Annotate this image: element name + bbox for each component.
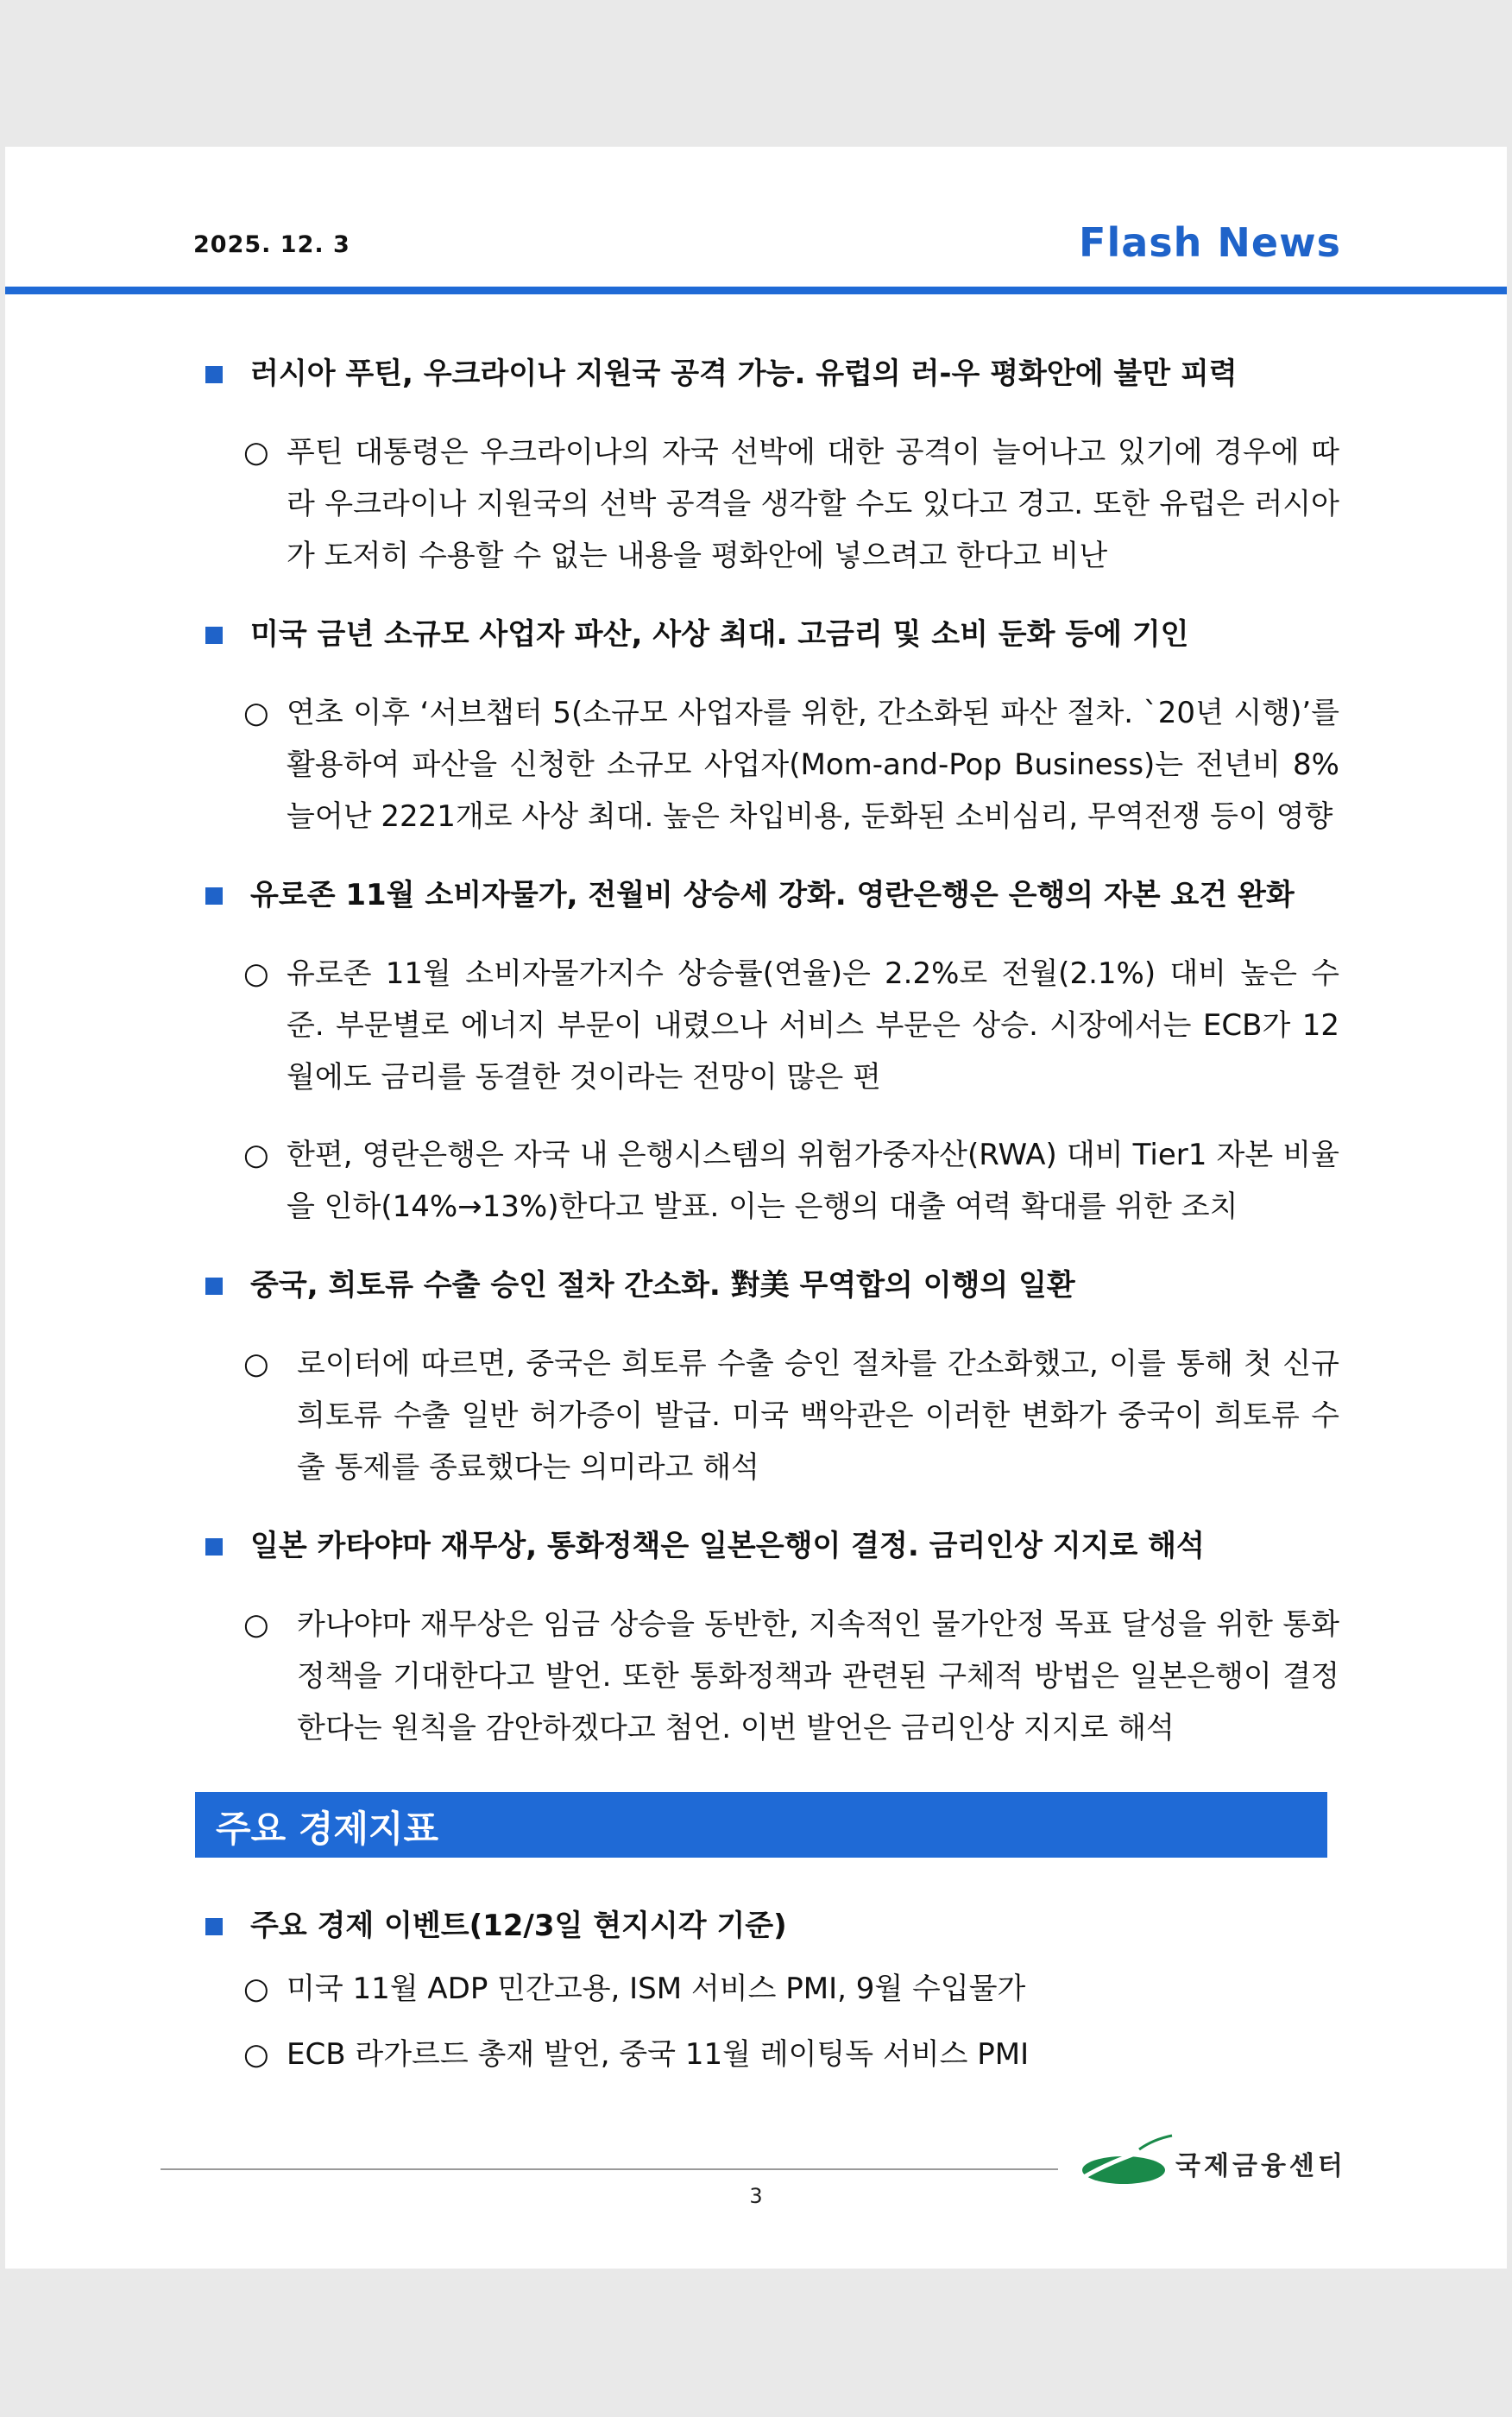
section-bullet-icon <box>205 1278 223 1295</box>
news-paragraph <box>243 948 1339 1103</box>
section-bullet-icon <box>205 627 223 644</box>
section-bullet-icon <box>205 1918 223 1935</box>
section-bullet-icon <box>205 887 223 905</box>
circle-bullet-icon: ○ <box>243 1138 269 1172</box>
section-heading-text: 러시아 푸틴, 우크라이나 지원국 공격 가능. 유럽의 러-우 평화안에 불만 피력 <box>250 357 1238 391</box>
paragraph-text: 연초 이후 ‘서브챕터 5(소규모 사업자를 위한, 간소화된 파산 절차. `20년 시행)’를 활용하여 파산을 신청한 소규모 사업자(Mom-and-Pop Business)는 전년비 8% 늘어난 2221개로 사상 최대. 높은 차입비용, 둔화된 소비심리, 무역전쟁 등이 영향 <box>287 696 1339 834</box>
news-paragraph <box>243 1338 1339 1493</box>
header-rule <box>5 287 1507 294</box>
indicators-heading-text: 주요 경제 이벤트(12/3일 현지시각 기준) <box>250 1909 787 1943</box>
section-heading-text: 유로존 11월 소비자물가, 전월비 상승세 강화. 영란은행은 은행의 자본 요건 완화 <box>250 878 1295 912</box>
circle-bullet-icon: ○ <box>243 2037 269 2072</box>
circle-bullet-icon: ○ <box>243 435 269 470</box>
report-date: 2025. 12. 3 <box>193 231 350 258</box>
circle-bullet-icon: ○ <box>243 1347 269 1381</box>
page <box>5 147 1507 2269</box>
circle-bullet-icon: ○ <box>243 696 269 730</box>
event-item-text: ECB 라가르드 총재 발언, 중국 11월 레이팅독 서비스 PMI <box>287 2037 1030 2072</box>
event-item <box>243 1963 1339 2015</box>
paragraph-text: 유로존 11월 소비자물가지수 상승률(연율)은 2.2%로 전월(2.1%) 대비 높은 수준. 부문별로 에너지 부문이 내렸으나 서비스 부문은 상승. 시장에서는 ECB가 12월에도 금리를 동결한 것이라는 전망이 많은 편 <box>287 956 1339 1095</box>
circle-bullet-icon: ○ <box>243 1972 269 2006</box>
paragraph-text: 카나야마 재무상은 임금 상승을 동반한, 지속적인 물가안정 목표 달성을 위한 통화정책을 기대한다고 발언. 또한 통화정책과 관련된 구체적 방법은 일본은행이 결정한다는 원칙을 감안하겠다고 첨언. 이번 발언은 금리인상 지지로 해석 <box>297 1607 1339 1745</box>
footer-rule <box>161 2168 1058 2170</box>
circle-bullet-icon: ○ <box>243 1607 269 1642</box>
paragraph-text: 한편, 영란은행은 자국 내 은행시스템의 위험가중자산(RWA) 대비 Tier1 자본 비율을 인하(14%→13%)한다고 발표. 이는 은행의 대출 여력 확대를 위한 조치 <box>287 1138 1339 1224</box>
indicators-band <box>195 1792 1327 1858</box>
event-item <box>243 2029 1339 2080</box>
circle-bullet-icon: ○ <box>243 956 269 991</box>
section-heading-text: 일본 카타야마 재무상, 통화정책은 일본은행이 결정. 금리인상 지지로 해석 <box>250 1529 1205 1563</box>
section-bullet-icon <box>205 1538 223 1556</box>
news-paragraph <box>243 1599 1339 1754</box>
section-bullet-icon <box>205 366 223 383</box>
report-title: Flash News <box>1079 219 1341 266</box>
org-name: 국제금융센터 <box>1175 2151 1346 2181</box>
paragraph-text: 푸틴 대통령은 우크라이나의 자국 선박에 대한 공격이 늘어나고 있기에 경우에 따라 우크라이나 지원국의 선박 공격을 생각할 수도 있다고 경고. 또한 유럽은 러시아가 도저히 수용할 수 없는 내용을 평화안에 넣으려고 한다고 비난 <box>287 435 1339 573</box>
page-number: 3 <box>749 2184 763 2208</box>
event-item-text: 미국 11월 ADP 민간고용, ISM 서비스 PMI, 9월 수입물가 <box>287 1972 1026 2006</box>
news-paragraph <box>243 687 1339 842</box>
section-heading-text: 중국, 희토류 수출 승인 절차 간소화. 對美 무역합의 이행의 일환 <box>250 1268 1075 1303</box>
section-heading-text: 미국 금년 소규모 사업자 파산, 사상 최대. 고금리 및 소비 둔화 등에 기인 <box>250 617 1189 652</box>
news-paragraph <box>243 426 1339 582</box>
paragraph-text: 로이터에 따르면, 중국은 희토류 수출 승인 절차를 간소화했고, 이를 통해 첫 신규 희토류 수출 일반 허가증이 발급. 미국 백악관은 이러한 변화가 중국이 희토류 수출 통제를 종료했다는 의미라고 해석 <box>297 1347 1339 1485</box>
news-paragraph <box>243 1129 1339 1233</box>
indicators-band-title: 주요 경제지표 <box>216 1808 439 1850</box>
